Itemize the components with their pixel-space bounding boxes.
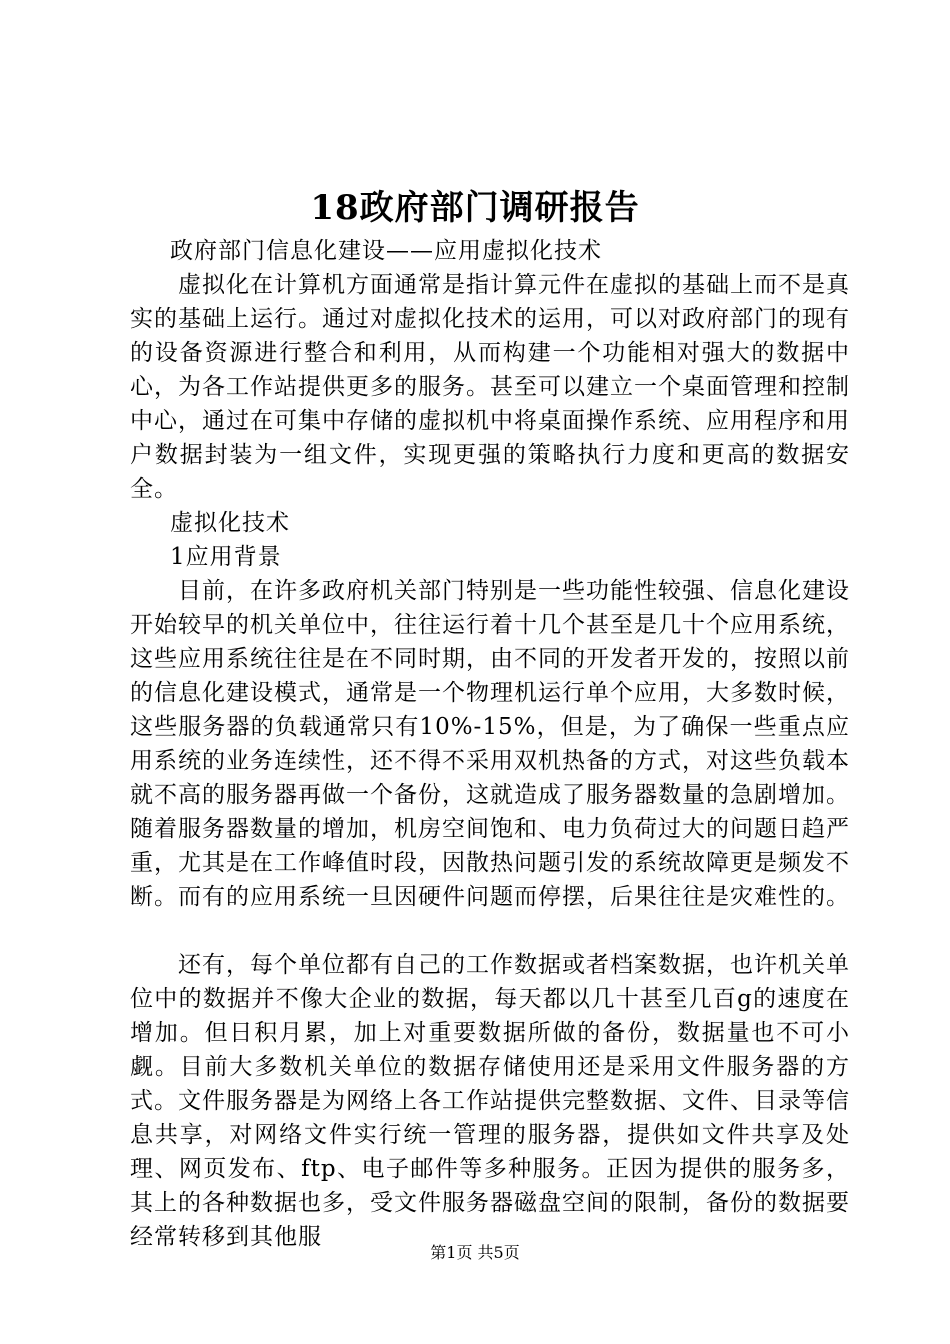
section-heading: 虚拟化技术 — [170, 510, 290, 536]
document-title: 18政府部门调研报告 — [310, 188, 640, 228]
document-body — [130, 234, 850, 1254]
section-heading: 1应用背景 — [170, 544, 282, 570]
paragraph-spacer — [130, 914, 850, 948]
paragraph: 还有，每个单位都有自己的工作数据或者档案数据，也许机关单位中的数据并不像大企业的数据，每天都以几十甚至几百g的速度在增加。但日积月累，加上对重要数据所做的备份，数据量也不可小觑。目前大多数机关单位的数据存储使用还是采用文件服务器的方式。文件服务器是为网络上各工作站提供完整数据、文件、目录等信息共享，对网络文件实行统一管理的服务器，提供如文件共享及处理、网页发布、ftp、电子邮件等多种服务。正因为提供的服务多，其上的各种数据也多，受文件服务器磁盘空间的限制，备份的数据要经常转移到其他服 — [130, 952, 850, 1250]
paragraph: 虚拟化在计算机方面通常是指计算元件在虚拟的基础上而不是真实的基础上运行。通过对虚拟化技术的运用，可以对政府部门的现有的设备资源进行整合和利用，从而构建一个功能相对强大的数据中心，为各工作站提供更多的服务。甚至可以建立一个桌面管理和控制中心，通过在可集中存储的虚拟机中将桌面操作系统、应用程序和用户数据封装为一组文件，实现更强的策略执行力度和更高的数据安全。 — [130, 272, 850, 502]
paragraph: 目前，在许多政府机关部门特别是一些功能性较强、信息化建设开始较早的机关单位中，往往运行着十几个甚至是几十个应用系统，这些应用系统往往是在不同时期，由不同的开发者开发的，按照以前的信息化建设模式，通常是一个物理机运行单个应用，大多数时候，这些服务器的负载通常只有10%-15%，但是，为了确保一些重点应用系统的业务连续性，还不得不采用双机热备的方式，对这些负载本就不高的服务器再做一个备份，这就造成了服务器数量的急剧增加。随着服务器数量的增加，机房空间饱和、电力负荷过大的问题日趋严重，尤其是在工作峰值时段，因散热问题引发的系统故障更是频发不断。而有的应用系统一旦因硬件问题而停摆，后果往往是灾难性的。 — [130, 578, 850, 910]
section-heading: 政府部门信息化建设——应用虚拟化技术 — [170, 238, 602, 264]
page-footer: 第1页 共5页 — [430, 1243, 520, 1262]
